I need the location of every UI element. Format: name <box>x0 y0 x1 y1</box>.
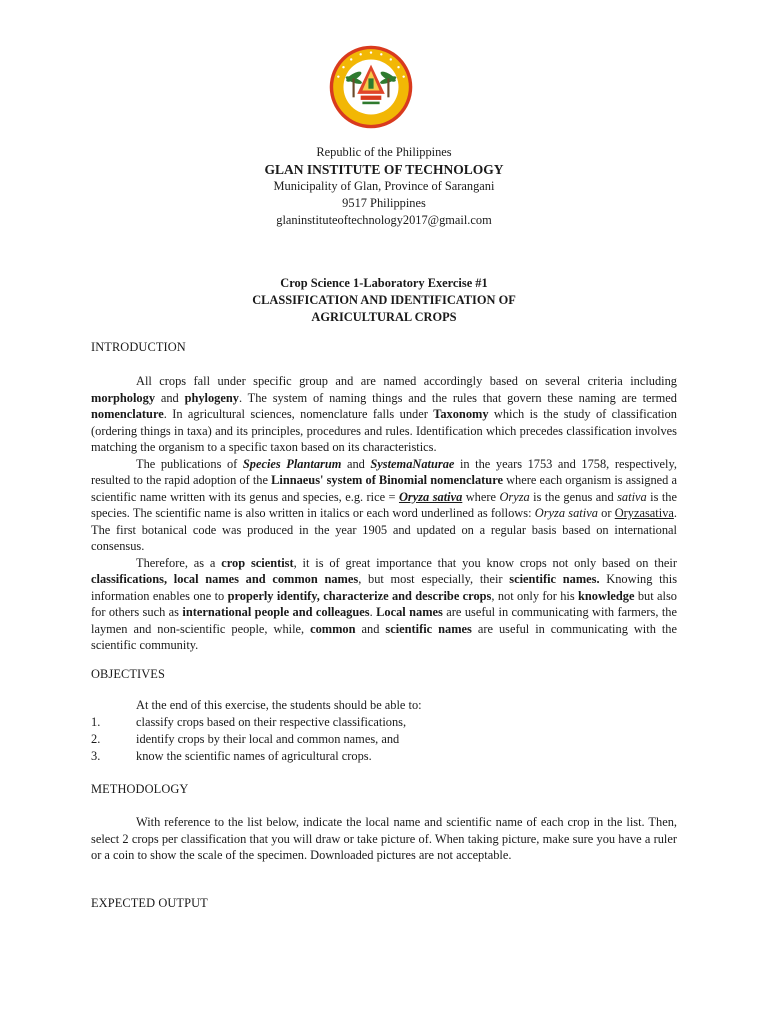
body-text: is the genus and <box>529 489 618 504</box>
emphasis-text: Linnaeus' system of Binomial nomenclature <box>271 473 503 487</box>
body-text: are useful in communicating with the scientific community. <box>91 621 677 652</box>
body-text: and <box>355 621 386 636</box>
body-text: , not only for his <box>491 588 579 603</box>
emphasis-text: Oryzasativa <box>614 506 674 520</box>
exercise-title-line-1: Crop Science 1-Laboratory Exercise #1 <box>280 276 488 290</box>
body-text: and <box>341 456 371 471</box>
emphasis-text: Oryza sativa <box>534 506 598 520</box>
objectives-list <box>91 714 677 765</box>
emphasis-text: Oryza sativa <box>398 489 463 504</box>
body-text: in the years 1753 and 1758, respectively, resulted to the rapid adoption of the <box>91 456 677 487</box>
postal-line: 9517 Philippines <box>342 196 426 210</box>
body-text: . <box>369 605 377 619</box>
emphasis-text: morphology <box>91 390 156 405</box>
emphasis-text: SystemaNaturae <box>370 456 455 471</box>
institution-name: GLAN INSTITUTE OF TECHNOLOGY <box>264 162 504 177</box>
exercise-title-line-3: AGRICULTURAL CROPS <box>311 310 457 324</box>
body-text: All crops fall under specific group and are named accordingly based on several criteria including <box>136 374 677 388</box>
municipality-line: Municipality of Glan, Province of Sarangani <box>273 179 495 193</box>
body-text: Knowing this information enables one to <box>91 572 678 603</box>
list-item: 1. classify crops based on their respective classifications, <box>91 715 407 729</box>
methodology-paragraph: With reference to the list below, indicate the local name and scientific name of each crop in the list. Then, select 2 crops per classification that you will draw or take picture of. When taking picture, make sure you have a ruler or a coin to show the scale of the specimen. Downloaded pictures are not acceptable. <box>91 815 677 862</box>
body-text: where <box>462 489 500 504</box>
emphasis-text: scientific names <box>385 621 472 636</box>
methodology-heading: METHODOLOGY <box>91 782 189 796</box>
emphasis-text: international people and colleagues <box>182 605 370 619</box>
list-item: 3. know the scientific names of agricultural crops. <box>91 749 372 763</box>
expected-output-heading: EXPECTED OUTPUT <box>91 896 208 910</box>
body-text: . The system of naming things and the rules that govern these naming are termed <box>238 390 677 405</box>
body-text: . The first botanical code was produced in the year 1905 and updated on a regular basis based on international consensus. <box>91 506 677 553</box>
body-text: , it is of great importance that you know crops not only based on their <box>293 555 677 570</box>
institution-seal-logo <box>328 44 414 130</box>
body-text: where each organism is assigned a scientific name written with its genus and species, e.g. rice = <box>91 473 677 504</box>
emphasis-text: Local names <box>376 605 443 619</box>
emphasis-text: Oryza <box>499 489 530 504</box>
body-text: The publications of <box>136 456 243 471</box>
body-text: , but most especially, their <box>358 572 510 586</box>
emphasis-text: Taxonomy <box>433 407 489 421</box>
republic-line: Republic of the Philippines <box>316 145 452 159</box>
objectives-heading: OBJECTIVES <box>91 667 165 681</box>
body-text: or <box>597 506 615 520</box>
emphasis-text: classifications, local names and common names <box>91 572 359 586</box>
list-item: 2. identify crops by their local and common names, and <box>91 732 400 746</box>
emphasis-text: sativa <box>617 489 647 504</box>
intro-paragraph-2 <box>91 456 677 555</box>
body-text: . In agricultural sciences, nomenclature falls under <box>163 407 434 421</box>
body-text: which is the study of classification (ordering things in taxa) and its principles, procedures and rules. Identification which precedes classification involves matching the organism to a specific taxon based on its characteristics. <box>91 407 678 454</box>
body-text: Therefore, as a <box>136 555 222 570</box>
email-line: glaninstituteoftechnology2017@gmail.com <box>276 213 492 227</box>
intro-paragraph-3 <box>91 555 677 654</box>
emphasis-text: nomenclature <box>91 407 164 421</box>
emphasis-text: properly identify, characterize and describe crops <box>227 588 492 603</box>
body-text: but also for others such as <box>91 588 677 619</box>
emphasis-text: knowledge <box>578 588 635 603</box>
exercise-title <box>0 275 768 326</box>
body-text: are useful in communicating with farmers, the laymen and non-scientific people, while, <box>91 605 677 636</box>
emphasis-text: crop scientist <box>221 555 294 570</box>
institution-header <box>0 144 768 229</box>
emphasis-text: phylogeny <box>184 390 239 405</box>
objectives-lead-block <box>91 697 677 714</box>
intro-paragraph-1 <box>91 373 677 456</box>
body-text: and <box>155 390 185 405</box>
emphasis-text: Species Plantarum <box>242 456 342 471</box>
exercise-title-line-2: CLASSIFICATION AND IDENTIFICATION OF <box>252 293 516 307</box>
body-text: is the species. The scientific name is also written in italics or each word underlined as follows: <box>91 489 677 520</box>
objectives-lead: At the end of this exercise, the students should be able to: <box>136 698 422 712</box>
emphasis-text: scientific names. <box>509 572 600 586</box>
methodology-body <box>91 814 677 864</box>
introduction-heading: INTRODUCTION <box>91 340 186 354</box>
emphasis-text: common <box>310 621 356 636</box>
introduction-body <box>91 373 677 654</box>
